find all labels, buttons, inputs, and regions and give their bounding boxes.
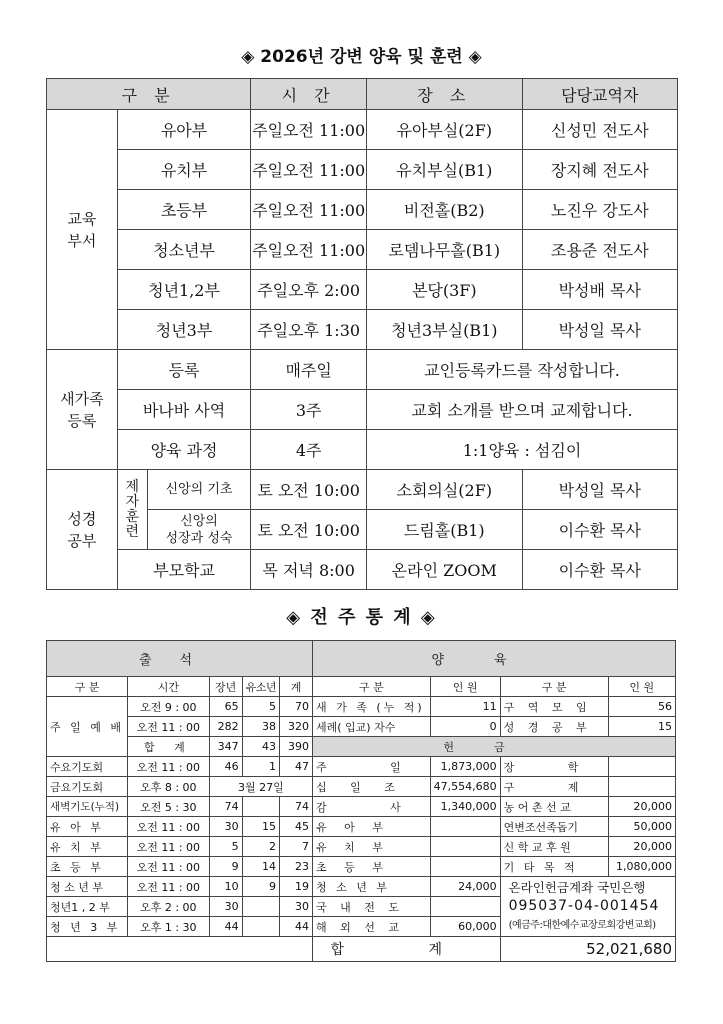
offering-label: 초 등 부: [313, 857, 431, 877]
col-head: 구 분: [500, 677, 608, 697]
col-head: 유소년: [242, 677, 279, 697]
table-row: [47, 470, 678, 510]
time-cell: 오후 2 : 00: [128, 897, 210, 917]
col-head: 구 분: [47, 677, 128, 697]
place-cell: 유치부실(B1): [367, 150, 523, 190]
time-cell: 오전 11 : 00: [128, 817, 210, 837]
total-count: 70: [280, 697, 313, 717]
pastor-cell: 노진우 강도사: [522, 190, 677, 230]
youth-count: [242, 797, 279, 817]
nurture-count: 15: [608, 717, 675, 737]
time-cell: 주일오전 11:00: [251, 230, 367, 270]
place-cell: 유아부실(2F): [367, 110, 523, 150]
youth-count: 9: [242, 877, 279, 897]
offering-amount: 1,873,000: [430, 757, 500, 777]
service-label: 금요기도회: [47, 777, 128, 797]
col-head: 계: [280, 677, 313, 697]
total-count: 320: [280, 717, 313, 737]
group-education: 교육 부서: [47, 110, 118, 350]
service-label: 초 등 부: [47, 857, 128, 877]
youth-count: 5: [242, 697, 279, 717]
time-cell: 오전 11 : 00: [128, 877, 210, 897]
dept-name: 유아부: [117, 110, 251, 150]
time-cell: 오전 11 : 00: [128, 757, 210, 777]
dept-name: 청소년부: [117, 230, 251, 270]
offering-amount: [608, 757, 675, 777]
col-head: 시간: [128, 677, 210, 697]
total-row: [47, 937, 676, 962]
col-head: 인 원: [430, 677, 500, 697]
empty-cell: [47, 937, 313, 962]
sum-label: 합 계: [128, 737, 210, 757]
table-row: [47, 310, 678, 350]
description-cell: 1:1양육 : 섬김이: [367, 430, 678, 470]
nurture-label: 구 역 모 임: [500, 697, 608, 717]
table-row: [47, 697, 676, 717]
nurture-label: 성 경 공 부: [500, 717, 608, 737]
offering-amount: [430, 817, 500, 837]
offering-amount: 24,000: [430, 877, 500, 897]
time-cell: 오전 11 : 00: [128, 857, 210, 877]
table-row: [47, 550, 678, 590]
time-cell: 주일오전 11:00: [251, 110, 367, 150]
header-pastor: 담당교역자: [522, 79, 677, 110]
place-cell: 드림홀(B1): [367, 510, 523, 550]
col-head: 장년: [209, 677, 242, 697]
schedule-title: ◈ 2026년 강변 양육 및 훈련 ◈: [241, 47, 482, 67]
adult-count: 9: [209, 857, 242, 877]
table-row: [47, 757, 676, 777]
table-row: [47, 390, 678, 430]
offering-label: 감 사: [313, 797, 431, 817]
youth-count: [242, 897, 279, 917]
nurture-count: 56: [608, 697, 675, 717]
offering-amount: 1,080,000: [608, 857, 675, 877]
dept-name: 유치부: [117, 150, 251, 190]
adult-count: 46: [209, 757, 242, 777]
place-cell: 온라인 ZOOM: [367, 550, 523, 590]
table-row: [47, 190, 678, 230]
offering-amount: [430, 837, 500, 857]
nurture-count: 0: [430, 717, 500, 737]
pastor-cell: 이수환 목사: [522, 510, 677, 550]
offering-header: 헌금: [313, 737, 676, 757]
header-category: 구 분: [47, 79, 251, 110]
service-label: 수요기도회: [47, 757, 128, 777]
total-count: 45: [280, 817, 313, 837]
account-number: 095037-04-001454: [508, 898, 660, 914]
description-cell: 교인등록카드를 작성합니다.: [367, 350, 678, 390]
table-row: [47, 150, 678, 190]
place-cell: 소회의실(2F): [367, 470, 523, 510]
total-count: 390: [280, 737, 313, 757]
time-cell: 주일오후 2:00: [251, 270, 367, 310]
group-bible-study: 성경 공부: [47, 470, 118, 590]
youth-count: 14: [242, 857, 279, 877]
pastor-cell: 이수환 목사: [522, 550, 677, 590]
total-value: 52,021,680: [500, 937, 675, 962]
table-row: [47, 817, 676, 837]
adult-count: 30: [209, 817, 242, 837]
offering-amount: 20,000: [608, 797, 675, 817]
schedule-table: [46, 78, 678, 590]
youth-count: 15: [242, 817, 279, 837]
description-cell: 교회 소개를 받으며 교제합니다.: [367, 390, 678, 430]
youth-count: 2: [242, 837, 279, 857]
program-name: 등록: [117, 350, 251, 390]
pastor-cell: 박성일 목사: [522, 470, 677, 510]
stats-table: [46, 640, 676, 962]
bank-account-note: [500, 877, 675, 937]
group-new-family: 새가족 등록: [47, 350, 118, 470]
offering-amount: [608, 777, 675, 797]
adult-count: 65: [209, 697, 242, 717]
time-cell: 오후 8 : 00: [128, 777, 210, 797]
nurture-count: 11: [430, 697, 500, 717]
col-head: 구 분: [313, 677, 431, 697]
youth-count: 1: [242, 757, 279, 777]
offering-label: 신 학 교 후 원: [500, 837, 608, 857]
schedule-header-row: [47, 79, 678, 110]
offering-amount: 50,000: [608, 817, 675, 837]
adult-count: 347: [209, 737, 242, 757]
time-cell: 토 오전 10:00: [251, 510, 367, 550]
account-owner: (예금주:대한예수교장로회강변교회): [508, 920, 656, 931]
total-count: 19: [280, 877, 313, 897]
offering-label: 십 일 조: [313, 777, 431, 797]
duration-cell: 매주일: [251, 350, 367, 390]
adult-count: 282: [209, 717, 242, 737]
course-name: 신앙의 성장과 성숙: [147, 510, 251, 550]
pastor-cell: 박성일 목사: [522, 310, 677, 350]
table-row: [47, 777, 676, 797]
total-count: 74: [280, 797, 313, 817]
bank-line: 온라인헌금계좌 국민은행: [508, 880, 646, 895]
pastor-cell: 박성배 목사: [522, 270, 677, 310]
adult-count: 5: [209, 837, 242, 857]
course-name: 부모학교: [117, 550, 251, 590]
adult-count: 74: [209, 797, 242, 817]
adult-count: 10: [209, 877, 242, 897]
header-place: 장 소: [367, 79, 523, 110]
place-cell: 비전홀(B2): [367, 190, 523, 230]
offering-label: 구 제: [500, 777, 608, 797]
table-row: [47, 230, 678, 270]
service-label: 유 치 부: [47, 837, 128, 857]
col-head: 인 원: [608, 677, 675, 697]
time-cell: 목 저녁 8:00: [251, 550, 367, 590]
time-cell: 주일오전 11:00: [251, 190, 367, 230]
youth-count: [242, 917, 279, 937]
pastor-cell: 조용준 전도사: [522, 230, 677, 270]
offering-label: 주 일: [313, 757, 431, 777]
total-count: 23: [280, 857, 313, 877]
place-cell: 로뎀나무홀(B1): [367, 230, 523, 270]
youth-count: 43: [242, 737, 279, 757]
total-count: 7: [280, 837, 313, 857]
place-cell: 청년3부실(B1): [367, 310, 523, 350]
offering-label: 청 소 년 부: [313, 877, 431, 897]
time-cell: 주일오전 11:00: [251, 150, 367, 190]
service-label: 청 소 년 부: [47, 877, 128, 897]
table-row: [47, 717, 676, 737]
offering-amount: 1,340,000: [430, 797, 500, 817]
time-cell: 오전 9 : 00: [128, 697, 210, 717]
sunday-service-label: 주 일 예 배: [47, 697, 128, 757]
offering-label: 장 학: [500, 757, 608, 777]
table-row: [47, 837, 676, 857]
dept-name: 청년1,2부: [117, 270, 251, 310]
pastor-cell: 신성민 전도사: [522, 110, 677, 150]
dept-name: 청년3부: [117, 310, 251, 350]
table-row: [47, 797, 676, 817]
stats-title: ◈ 전 주 통 계 ◈: [286, 607, 437, 628]
place-cell: 본당(3F): [367, 270, 523, 310]
adult-count: 44: [209, 917, 242, 937]
offering-label: 유 아 부: [313, 817, 431, 837]
service-label: 새벽기도(누적): [47, 797, 128, 817]
course-name: 신앙의 기초: [147, 470, 251, 510]
total-count: 47: [280, 757, 313, 777]
table-row: [47, 877, 676, 897]
service-label: 유 아 부: [47, 817, 128, 837]
program-name: 양육 과정: [117, 430, 251, 470]
header-time: 시 간: [251, 79, 367, 110]
offering-label: 연변조선족돕기: [500, 817, 608, 837]
attendance-header: 출석: [47, 641, 313, 677]
offering-amount: 47,554,680: [430, 777, 500, 797]
program-name: 바나바 사역: [117, 390, 251, 430]
offering-amount: [430, 897, 500, 917]
youth-count: 38: [242, 717, 279, 737]
offering-label: 유 치 부: [313, 837, 431, 857]
nurture-label: 새 가 족 (누 적): [313, 697, 431, 717]
duration-cell: 4주: [251, 430, 367, 470]
time-cell: 오전 11 : 00: [128, 837, 210, 857]
total-label: 합 계: [313, 937, 501, 962]
nurture-header: 양육: [313, 641, 676, 677]
time-cell: 주일오후 1:30: [251, 310, 367, 350]
service-label: 청 년 3 부: [47, 917, 128, 937]
adult-count: 30: [209, 897, 242, 917]
service-label: 청년1 , 2 부: [47, 897, 128, 917]
offering-label: 농 어 촌 선 교: [500, 797, 608, 817]
offering-label: 국 내 전 도: [313, 897, 431, 917]
table-row: [47, 270, 678, 310]
time-cell: 토 오전 10:00: [251, 470, 367, 510]
dept-name: 초등부: [117, 190, 251, 230]
date-note: 3월 27일: [209, 777, 312, 797]
table-row: [47, 430, 678, 470]
pastor-cell: 장지혜 전도사: [522, 150, 677, 190]
table-row: [47, 857, 676, 877]
column-heads-row: [47, 677, 676, 697]
table-row: [47, 350, 678, 390]
offering-amount: 60,000: [430, 917, 500, 937]
nurture-label: 세례( 입교) 자수: [313, 717, 431, 737]
offering-label: 해 외 선 교: [313, 917, 431, 937]
offering-amount: [430, 857, 500, 877]
duration-cell: 3주: [251, 390, 367, 430]
offering-amount: 20,000: [608, 837, 675, 857]
table-row: [47, 737, 676, 757]
discipleship-label: 제 자 훈 련: [117, 470, 147, 550]
table-row: [47, 110, 678, 150]
time-cell: 오전 5 : 30: [128, 797, 210, 817]
stats-header-row: [47, 641, 676, 677]
time-cell: 오전 11 : 00: [128, 717, 210, 737]
total-count: 30: [280, 897, 313, 917]
total-count: 44: [280, 917, 313, 937]
time-cell: 오후 1 : 30: [128, 917, 210, 937]
offering-label: 기 타 목 적: [500, 857, 608, 877]
